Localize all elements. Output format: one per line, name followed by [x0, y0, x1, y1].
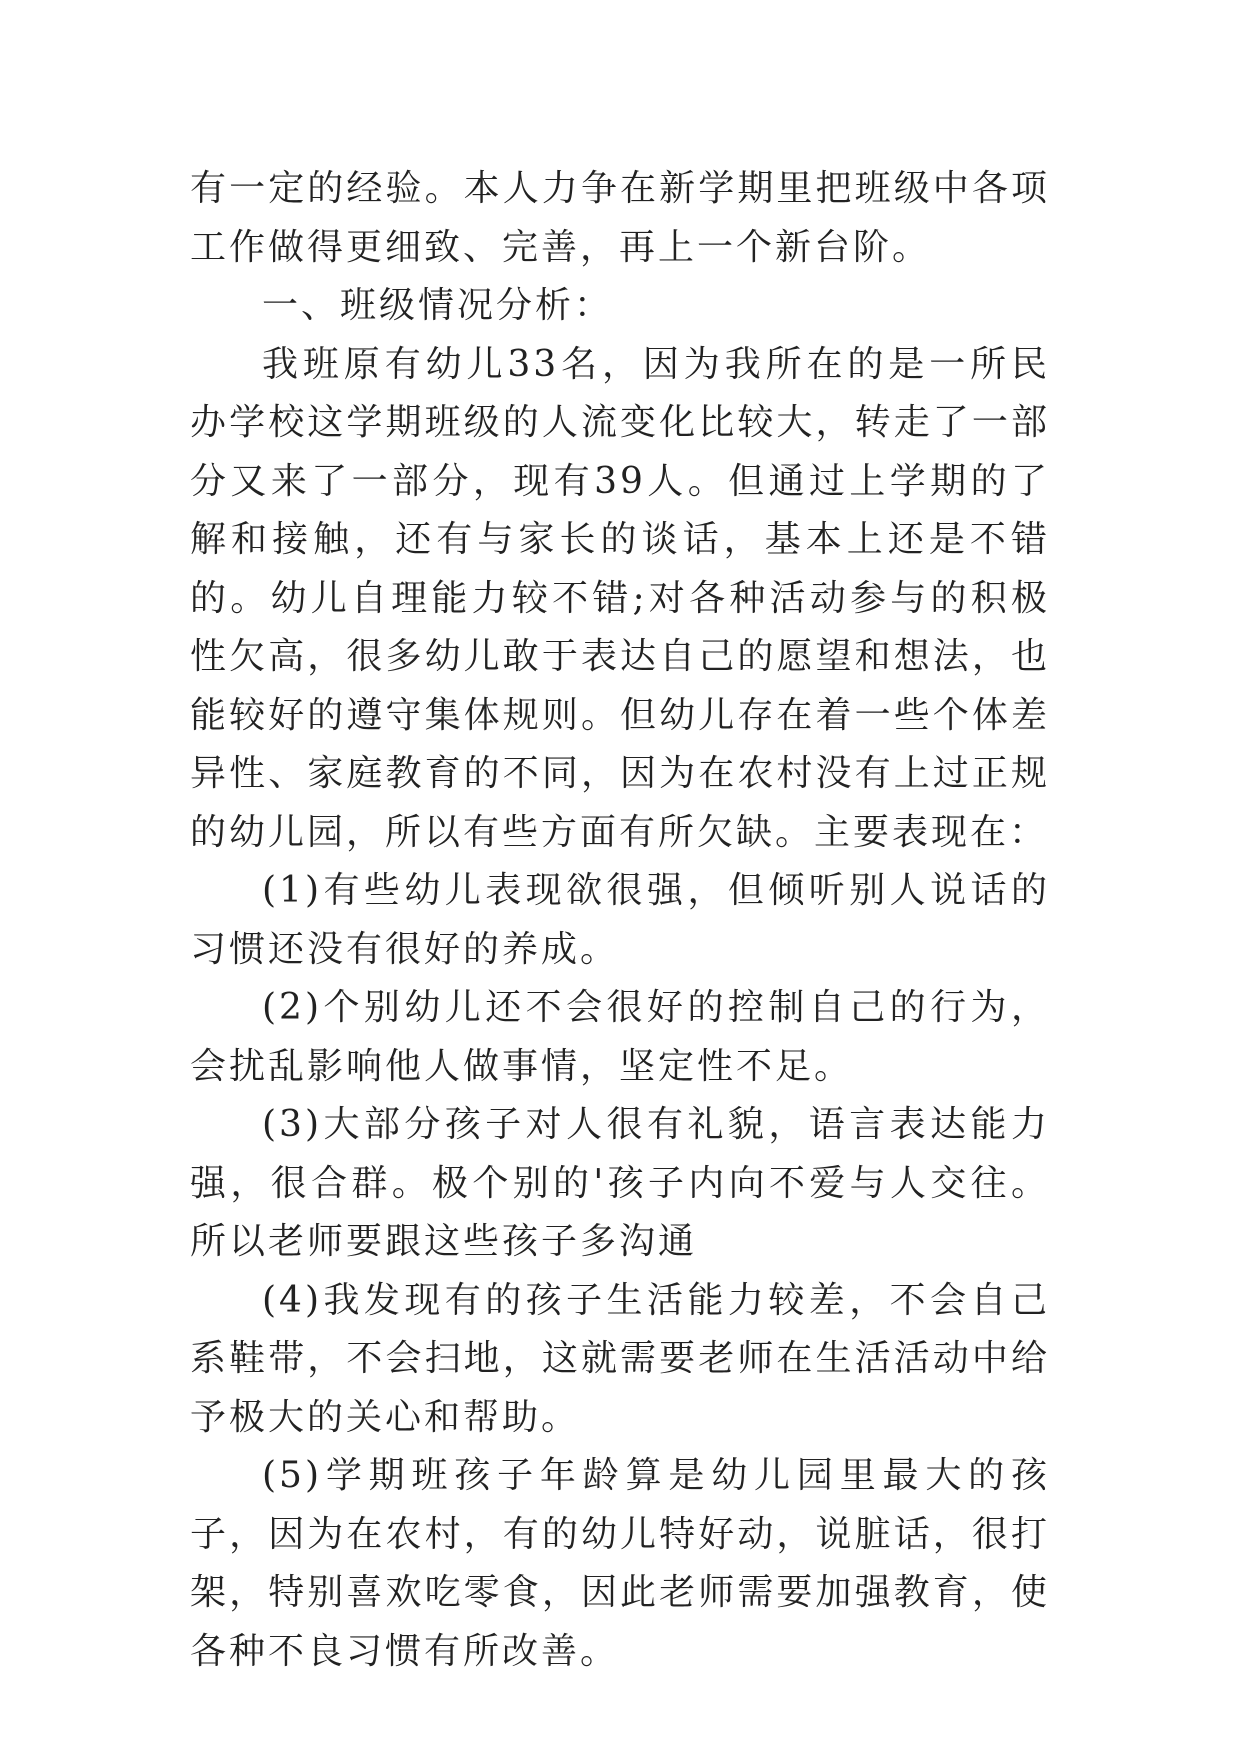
paragraph-class-overview: 我班原有幼儿33名，因为我所在的是一所民办学校这学期班级的人流变化比较大，转走了一部分又来了一部分，现有39人。但通过上学期的了解和接触，还有与家长的谈话，基本上还是不错的。幼儿自理能力较不错;对各种活动参与的积极性欠高，很多幼儿敢于表达自己的愿望和想法，也能较好的遵守集体规则。但幼儿存在着一些个体差异性、家庭教育的不同，因为在农村没有上过正规的幼儿园，所以有些方面有所欠缺。主要表现在：: [190, 343, 1050, 853]
list-item-3: (3)大部分孩子对人很有礼貌，语言表达能力强，很合群。极个别的'孩子内向不爱与人交往。所以老师要跟这些孩子多沟通: [190, 1104, 1050, 1262]
section-heading-class-analysis: 一、班级情况分析：: [262, 285, 614, 326]
list-item-2: (2)个别幼儿还不会很好的控制自己的行为，会扰乱影响他人做事情，坚定性不足。: [190, 987, 1050, 1087]
list-item-1: (1)有些幼儿表现欲很强，但倾听别人说话的习惯还没有很好的养成。: [190, 870, 1050, 970]
paragraph-intro-continuation: 有一定的经验。本人力争在新学期里把班级中各项工作做得更细致、完善，再上一个新台阶。: [190, 168, 1050, 268]
list-item-5: (5)学期班孩子年龄算是幼儿园里最大的孩子，因为在农村，有的幼儿特好动，说脏话，很打架，特别喜欢吃零食，因此老师需要加强教育，使各种不良习惯有所改善。: [190, 1455, 1050, 1672]
document-body: [190, 160, 1050, 1681]
list-item-4: (4)我发现有的孩子生活能力较差，不会自己系鞋带，不会扫地，这就需要老师在生活活动中给予极大的关心和帮助。: [190, 1279, 1050, 1438]
